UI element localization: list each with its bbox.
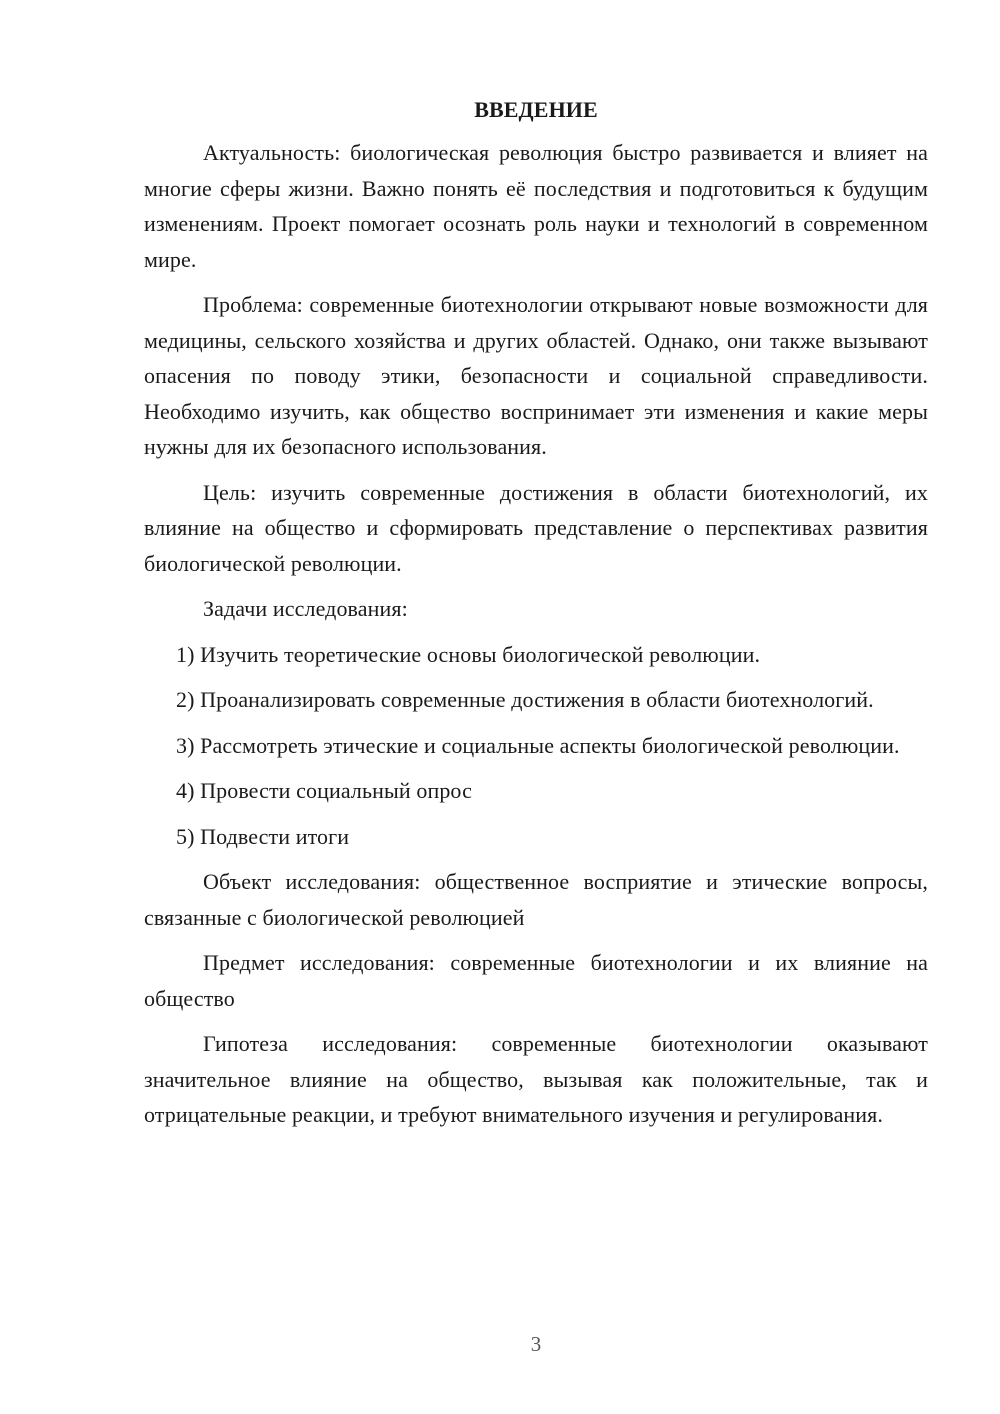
tasks-title: Задачи исследования: <box>203 596 408 621</box>
paragraph-hypothesis: Гипотеза исследования: современные биотехнологии оказывают значительное влияние на общество, вызывая как положительные, так и отрицательные реакции, и требуют внимательного изучения и регулирования. <box>144 1031 928 1127</box>
paragraph-problem: Проблема: современные биотехнологии открывают новые возможности для медицины, сельского хозяйства и других областей. Однако, они также вызывают опасения по поводу этики, безопасности и социальной справедливости. Необходимо изучить, как общество воспринимает эти изменения и какие меры нужны для их безопасного использования. <box>144 292 928 459</box>
page-title: ВВЕДЕНИЕ <box>474 97 598 122</box>
task-item-4: 4) Провести социальный опрос <box>176 778 472 803</box>
paragraph-goal: Цель: изучить современные достижения в области биотехнологий, их влияние на общество и сформировать представление о перспективах развития биологической революции. <box>144 479 928 576</box>
page-number: 3 <box>530 1332 542 1356</box>
paragraph-subject: Предмет исследования: современные биотехнологии и их влияние на общество <box>144 950 928 1011</box>
document-body <box>144 92 928 1143</box>
paragraph-object: Объект исследования: общественное восприятие и этические вопросы, связанные с биологической революцией <box>144 869 928 930</box>
task-item-1: 1) Изучить теоретические основы биологической революции. <box>176 641 761 667</box>
task-item-2: 2) Проанализировать современные достижения в области биотехнологий. <box>176 687 874 712</box>
task-item-3: 3) Рассмотреть этические и социальные аспекты биологической революции. <box>176 732 900 758</box>
paragraph-relevance: Актуальность: биологическая революция быстро развивается и влияет на многие сферы жизни. Важно понять её последствия и подготовиться к будущим изменениям. Проект помогает осознать роль науки и технологий в современном мире. <box>144 140 928 272</box>
task-item-5: 5) Подвести итоги <box>176 823 350 849</box>
